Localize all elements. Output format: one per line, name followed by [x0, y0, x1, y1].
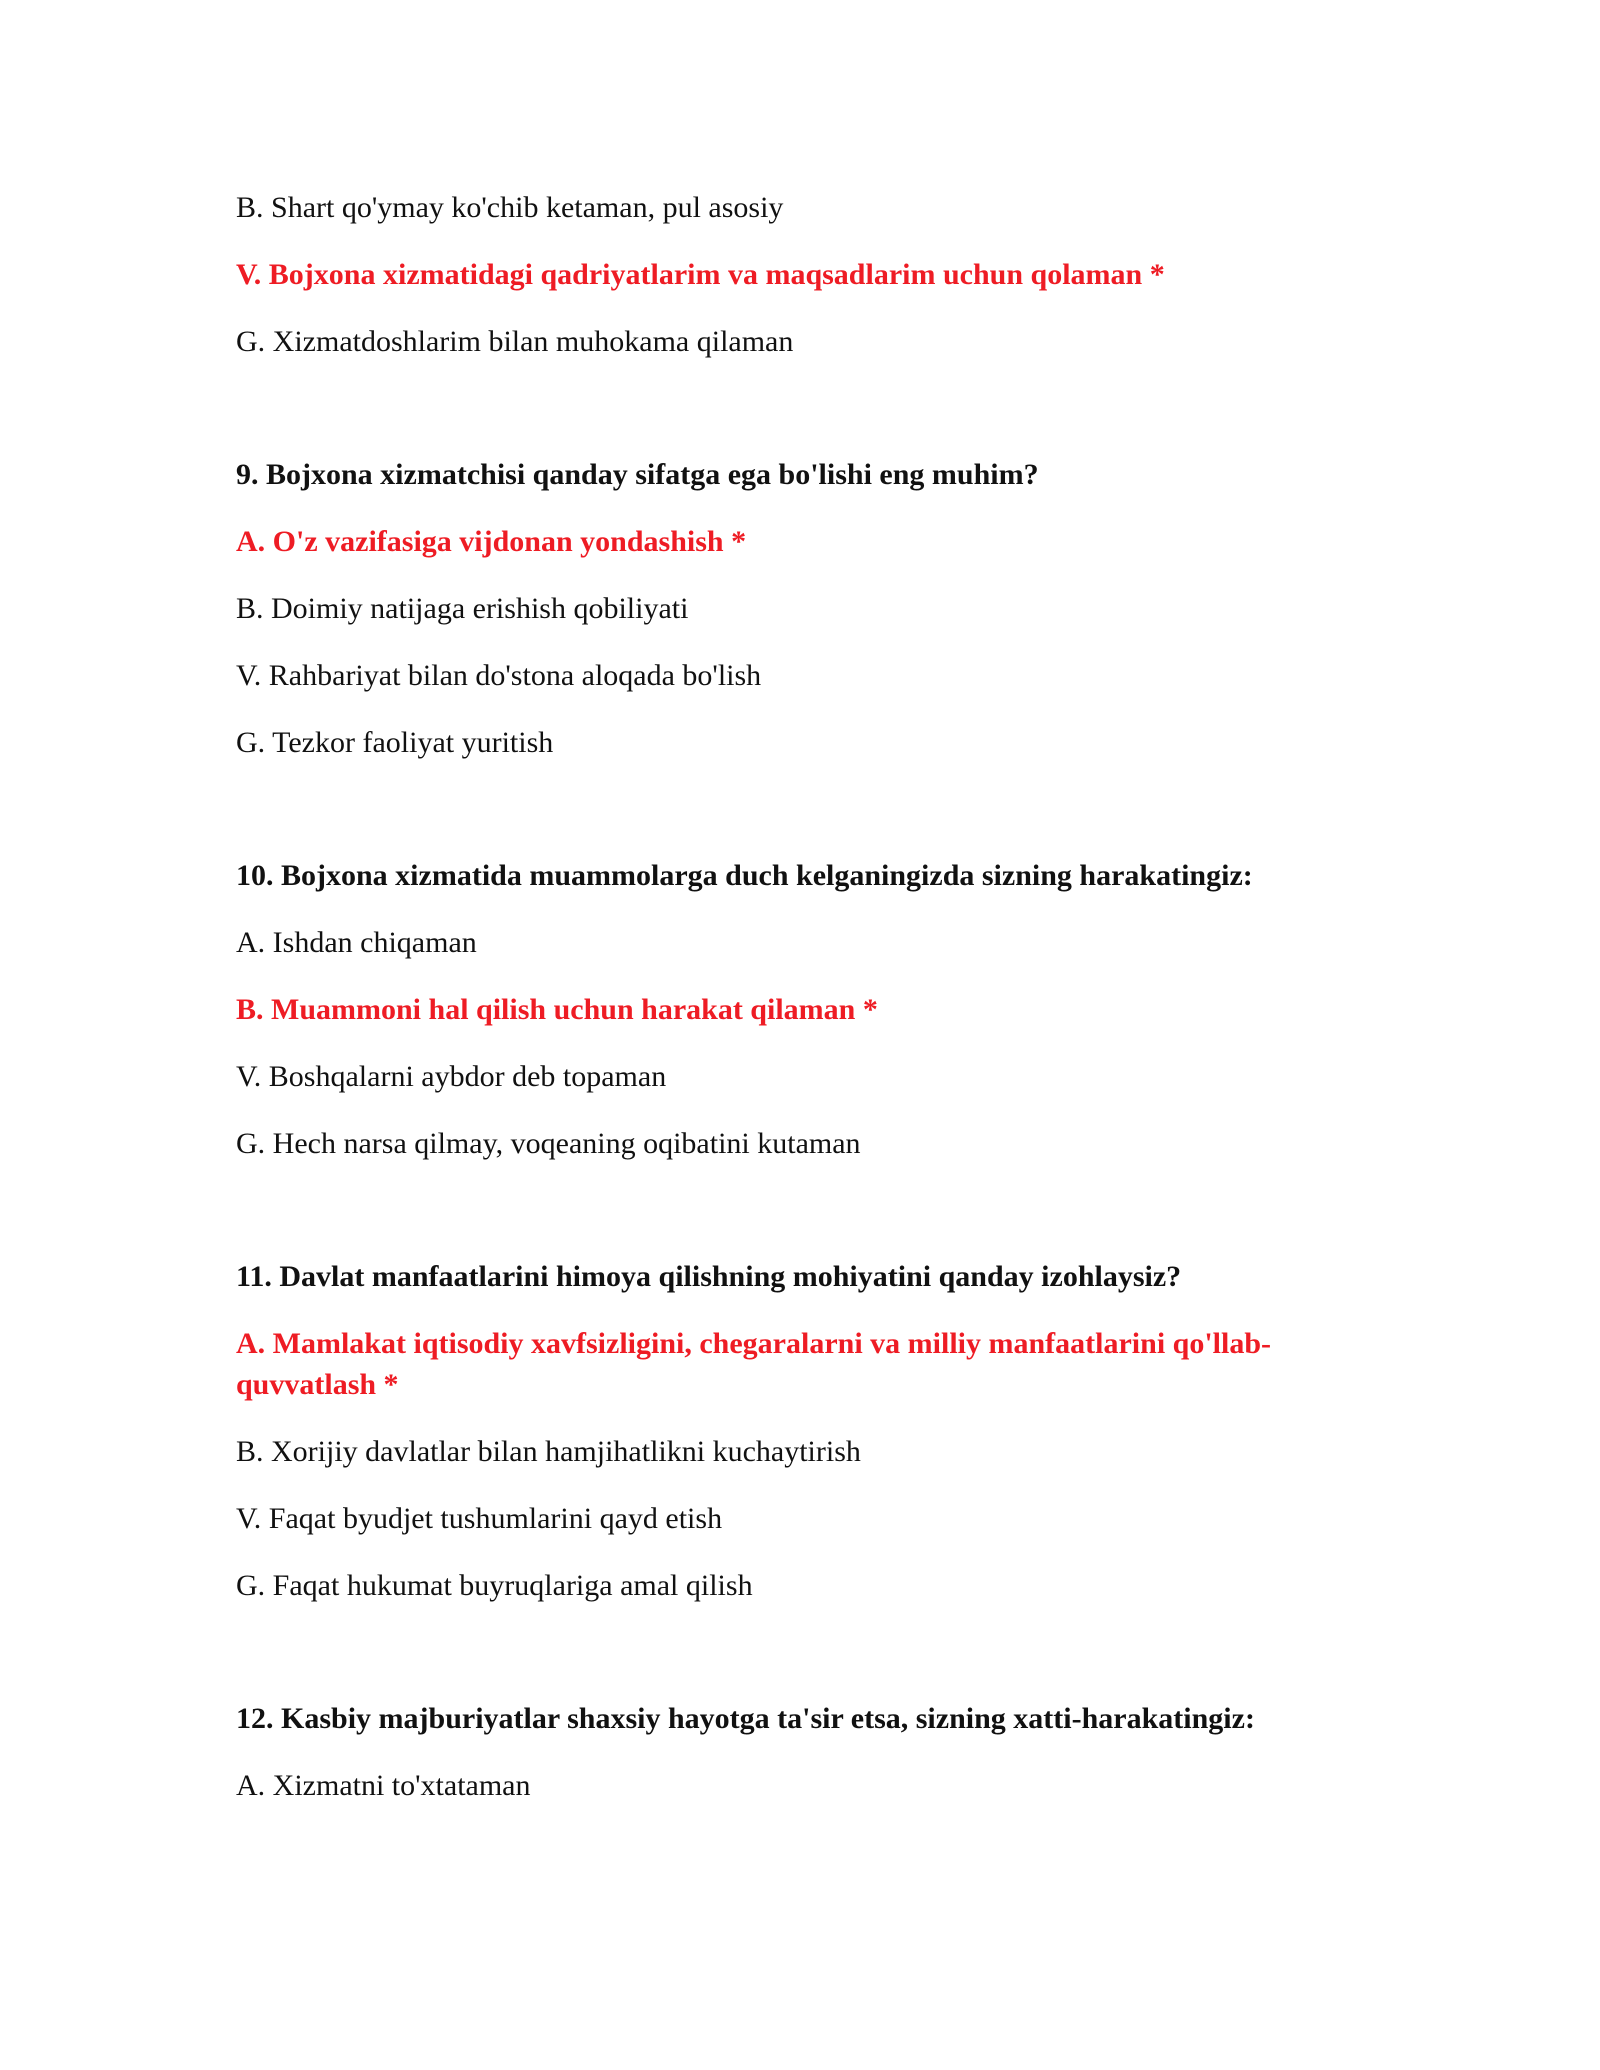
option-prev-b: B. Shart qo'ymay ko'chib ketaman, pul asosiy	[236, 191, 784, 224]
option-9-b: B. Doimiy natijaga erishish qobiliyati	[236, 592, 689, 625]
question-title-9: 9. Bojxona xizmatchisi qanday sifatga ega bo'lishi eng muhim?	[236, 458, 1039, 491]
option-10-v: V. Boshqalarni aybdor deb topaman	[236, 1060, 667, 1093]
option-prev-v-correct: V. Bojxona xizmatidagi qadriyatlarim va maqsadlarim uchun qolaman *	[236, 258, 1165, 291]
option-prev-g: G. Xizmatdoshlarim bilan muhokama qilaman	[236, 325, 794, 358]
option-11-v: V. Faqat byudjet tushumlarini qayd etish	[236, 1502, 723, 1535]
option-9-g: G. Tezkor faoliyat yuritish	[236, 726, 554, 759]
option-10-g: G. Hech narsa qilmay, voqeaning oqibatini kutaman	[236, 1127, 861, 1160]
option-11-g: G. Faqat hukumat buyruqlariga amal qilish	[236, 1569, 753, 1602]
question-title-11: 11. Davlat manfaatlarini himoya qilishning mohiyatini qanday izohlaysiz?	[236, 1260, 1182, 1293]
question-title-10: 10. Bojxona xizmatida muammolarga duch kelganingizda sizning harakatingiz:	[236, 859, 1253, 892]
option-11-b: B. Xorijiy davlatlar bilan hamjihatlikni kuchaytirish	[236, 1435, 861, 1468]
option-11-a-correct: A. Mamlakat iqtisodiy xavfsizligini, chegaralarni va milliy manfaatlarini qo'llab-quvvatlash *	[236, 1327, 1272, 1401]
question-title-12: 12. Kasbiy majburiyatlar shaxsiy hayotga ta'sir etsa, sizning xatti-harakatingiz:	[236, 1702, 1255, 1735]
option-9-v: V. Rahbariyat bilan do'stona aloqada bo'lish	[236, 659, 762, 692]
option-10-b-correct: B. Muammoni hal qilish uchun harakat qilaman *	[236, 993, 878, 1026]
option-9-a-correct: A. O'z vazifasiga vijdonan yondashish *	[236, 525, 747, 558]
option-10-a: A. Ishdan chiqaman	[236, 926, 477, 959]
option-12-a: A. Xizmatni to'xtataman	[236, 1769, 531, 1802]
